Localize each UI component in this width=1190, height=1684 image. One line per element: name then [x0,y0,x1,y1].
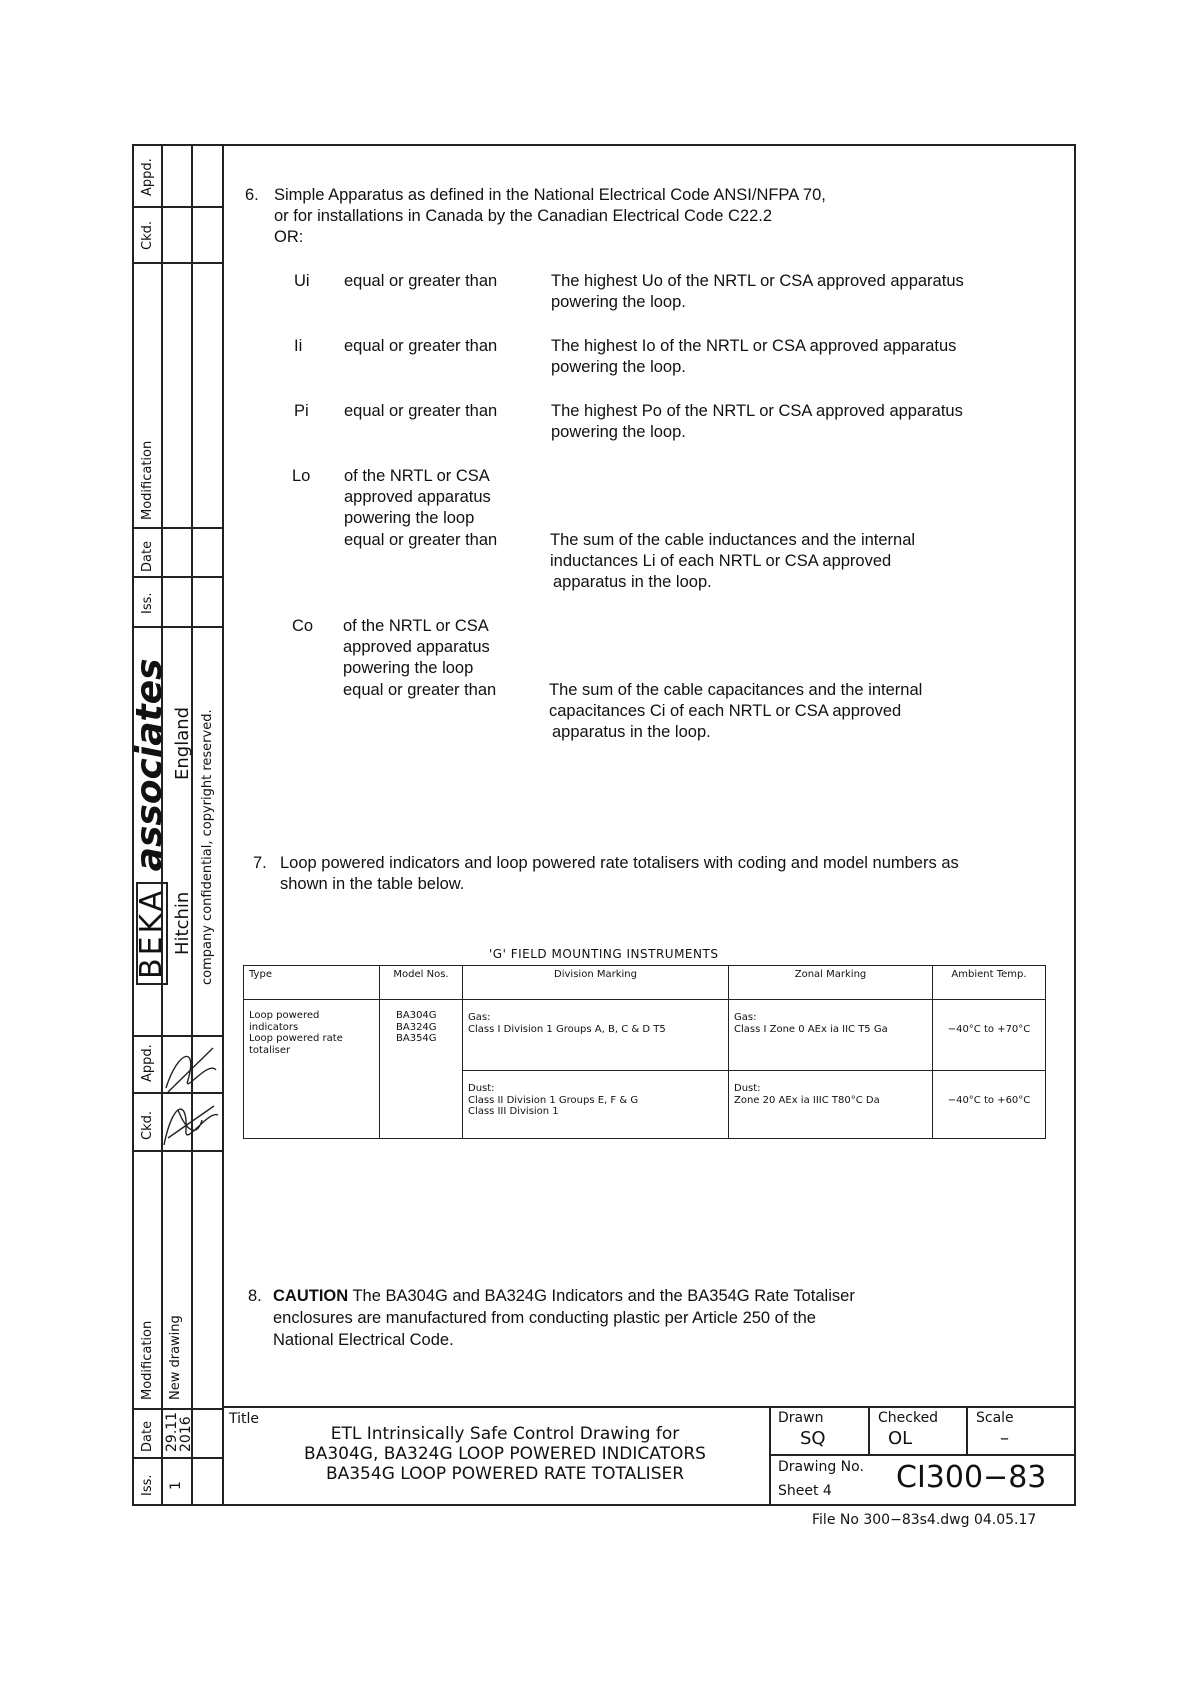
table-caption: 'G' FIELD MOUNTING INSTRUMENTS [489,947,719,961]
note8-line2: enclosures are manufactured from conducting plastic per Article 250 of the [273,1309,816,1327]
header-modification: Modification [140,440,155,520]
header-appd: Appd. [140,158,155,196]
title-block-divider [966,1406,968,1454]
value-co-3: apparatus in the loop. [552,723,711,741]
company-logo [129,658,170,985]
note6-number: 6. [245,186,259,204]
title-line-1: ETL Intrinsically Safe Control Drawing for [330,1424,680,1444]
title-line-2: BA304G, BA324G LOOP POWERED INDICATORS [304,1444,706,1464]
drawing-no-label: Drawing No. [778,1459,864,1475]
condition-co-3: powering the loop [343,659,474,677]
condition-lo-3: powering the loop [344,509,475,527]
rev-line [132,1457,222,1459]
instruments-table [243,965,1046,1139]
rev-line [132,206,222,208]
dust-label: Dust: [734,1083,761,1094]
company-city: Hitchin [172,891,193,955]
param-pi: Pi [294,402,309,420]
rev-line [132,1408,222,1410]
title-label: Title [229,1411,260,1427]
value-ii-2: powering the loop. [551,358,686,376]
note7-number: 7. [253,854,267,872]
condition-co-1: of the NRTL or CSA [343,617,489,635]
value-lo-1: The sum of the cable inductances and the internal [550,531,916,549]
type-line: Loop powered rate [249,1033,343,1044]
sheet-number: Sheet 4 [778,1483,832,1499]
company-country: England [172,706,193,780]
condition-ui: equal or greater than [344,272,498,290]
drawn-value: SQ [800,1428,826,1449]
value-co-1: The sum of the cable capacitances and the internal [549,681,923,699]
value-pi-2: powering the loop. [551,423,686,441]
rev-line [132,262,222,264]
condition-ii: equal or greater than [344,337,498,355]
rev-line [132,576,222,578]
note8-line3: National Electrical Code. [273,1331,454,1349]
copyright-notice: company confidential, copyright reserved. [200,709,215,985]
type-line: totaliser [249,1044,291,1056]
gas-division-marking: Class I Division 1 Groups A, B, C & D T5 [468,1023,666,1035]
note8-number: 8. [248,1287,262,1305]
rev-line [132,1035,222,1037]
title-line-3: BA354G LOOP POWERED RATE TOTALISER [325,1464,685,1484]
param-lo: Lo [292,467,311,485]
cell-dust-division [463,1071,729,1139]
title-block-top [222,1406,1076,1408]
cell-type [244,1000,380,1139]
dust-division-marking: Class II Division 1 Groups E, F & G [468,1094,639,1106]
dust-division-marking: Class III Division 1 [468,1106,559,1117]
title-block-divider [868,1406,870,1454]
revision-date-2: 2016 [178,1416,194,1452]
condition-pi: equal or greater than [344,402,498,420]
checked-label: Checked [878,1410,939,1426]
cell-models [380,1000,463,1139]
side-divider-3 [222,144,224,1506]
lower-header-appd: Appd. [140,1044,155,1082]
title-block-divider [769,1454,1076,1456]
note8-line1-text: The BA304G and BA324G Indicators and the BA354G Rate Totaliser [352,1287,855,1305]
note7-line2: shown in the table below. [280,875,465,893]
header-iss: Iss. [140,592,155,614]
header-ckd: Ckd. [140,221,155,250]
type-line: indicators [249,1021,299,1033]
table-row-gas [244,1000,1046,1071]
beka-logo-mark: BEKA [136,882,168,985]
checked-value: OL [888,1428,913,1449]
gas-label: Gas: [468,1012,491,1023]
gas-zonal-marking: Class I Zone 0 AEx ia IIC T5 Ga [734,1023,888,1035]
condition-lo-4: equal or greater than [344,531,498,549]
model-number: BA324G [396,1021,437,1033]
value-co-2: capacitances Ci of each NRTL or CSA approved [549,702,902,720]
dust-zonal-marking: Zone 20 AEx ia IIIC T80°C Da [734,1094,880,1106]
lower-header-iss: Iss. [140,1474,155,1496]
table-header-row [244,966,1046,1000]
type-line: Loop powered [249,1010,320,1021]
drawn-label: Drawn [778,1410,824,1426]
header-division: Division Marking [463,966,729,1000]
revision-date-1: 29.11 [164,1411,180,1452]
model-number: BA304G [396,1010,437,1021]
header-date: Date [140,540,155,572]
signature-scribble [158,1040,224,1150]
header-zonal: Zonal Marking [729,966,933,1000]
note8-caution: CAUTION [273,1287,349,1305]
condition-lo-2: approved apparatus [344,488,491,506]
condition-co-4: equal or greater than [343,681,497,699]
header-type: Type [244,966,380,1000]
revision-modification: New drawing [168,1315,183,1400]
note6-line3: OR: [274,228,304,246]
note8-line1 [273,1286,855,1308]
param-ui: Ui [294,272,310,290]
cell-gas-zonal [729,1000,933,1071]
header-model: Model Nos. [380,966,463,1000]
value-ii-1: The highest Io of the NRTL or CSA approved apparatus [551,337,957,355]
note6-line2: or for installations in Canada by the Canadian Electrical Code C22.2 [274,207,773,225]
note7-line1: Loop powered indicators and loop powered rate totalisers with coding and model numbers as [280,854,959,872]
drawing-number: CI300−83 [896,1460,1047,1495]
cell-dust-zonal [729,1071,933,1139]
cell-dust-temp: −40°C to +60°C [933,1071,1046,1139]
header-ambient: Ambient Temp. [933,966,1046,1000]
param-co: Co [292,617,314,635]
value-pi-1: The highest Po of the NRTL or CSA approved apparatus [551,402,963,420]
rev-line [132,527,222,529]
revision-iss: 1 [168,1481,184,1490]
condition-lo-1: of the NRTL or CSA [344,467,490,485]
cell-gas-division [463,1000,729,1071]
rev-line [132,626,222,628]
dust-label: Dust: [468,1083,495,1094]
rev-line [132,1150,222,1152]
scale-label: Scale [976,1410,1014,1426]
condition-co-2: approved apparatus [343,638,490,656]
value-lo-2: inductances Li of each NRTL or CSA approved [550,552,892,570]
company-name: associates [129,658,170,872]
gas-label: Gas: [734,1012,757,1023]
param-ii: Ii [294,337,303,355]
lower-header-date: Date [140,1420,155,1452]
model-number: BA354G [396,1033,437,1044]
scale-value: – [1000,1428,1009,1449]
lower-header-ckd: Ckd. [140,1111,155,1140]
file-number: File No 300−83s4.dwg 04.05.17 [812,1512,1037,1528]
title-block-divider [769,1406,771,1506]
note6-line1: Simple Apparatus as defined in the National Electrical Code ANSI/NFPA 70, [274,186,826,204]
cell-gas-temp: −40°C to +70°C [933,1000,1046,1071]
value-ui-1: The highest Uo of the NRTL or CSA approved apparatus [551,272,964,290]
lower-header-modification: Modification [140,1320,155,1400]
value-ui-2: powering the loop. [551,293,686,311]
side-divider-2 [191,144,193,1506]
value-lo-3: apparatus in the loop. [553,573,712,591]
